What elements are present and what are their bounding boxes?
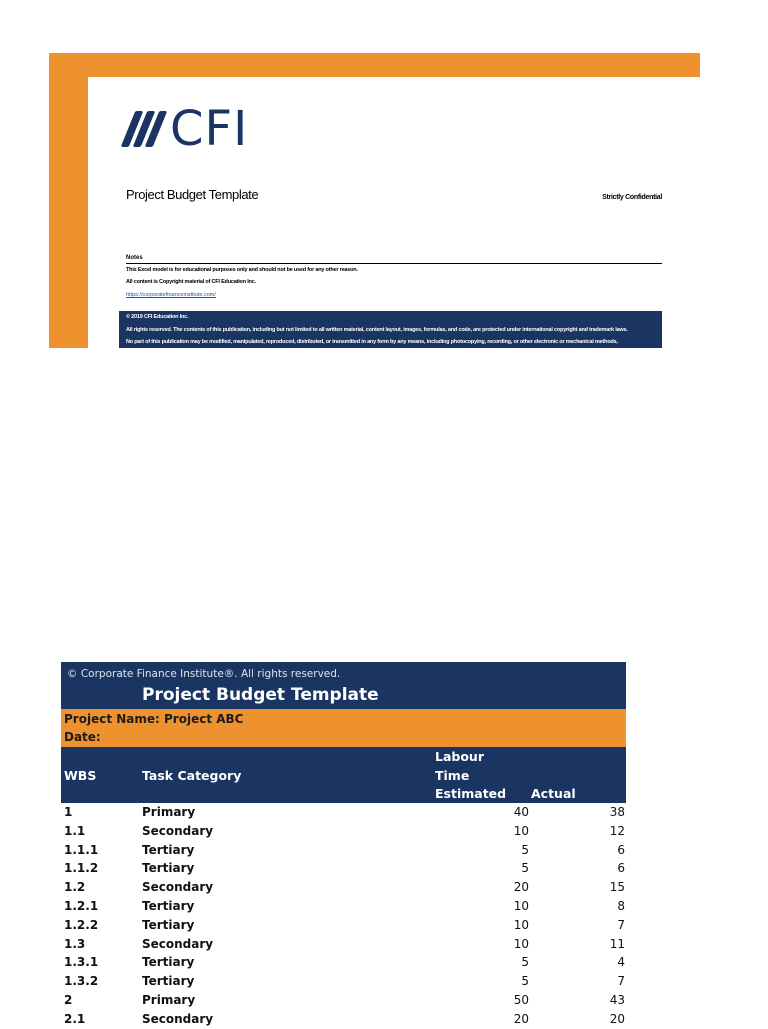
task-category-cell: Tertiary — [142, 861, 195, 876]
actual-time-cell: 20 — [609, 1011, 625, 1026]
wbs-cell: 2.1 — [64, 1011, 86, 1026]
note-line: All content is Copyright material of CFI Education Inc. — [126, 279, 256, 285]
estimated-time-cell: 40 — [513, 805, 529, 819]
table-row[interactable] — [61, 916, 626, 935]
estimated-time-cell: 5 — [521, 974, 529, 989]
wbs-cell: 1.2 — [64, 880, 86, 895]
estimated-time-cell: 20 — [513, 1011, 529, 1026]
column-headers — [61, 747, 626, 803]
task-category-cell: Tertiary — [142, 974, 195, 989]
sheet-title: Project Budget Template — [142, 685, 379, 705]
header-actual: Actual — [531, 786, 576, 801]
project-info — [61, 709, 626, 747]
note-line: This Excel model is for educational purposes only and should not be used for any other reason. — [126, 267, 358, 273]
table-row[interactable] — [61, 935, 626, 954]
table-row[interactable] — [61, 972, 626, 991]
cfi-website-link[interactable]: https://corporatefinanceinstitute.com/ — [126, 292, 216, 298]
actual-time-cell: 43 — [609, 992, 625, 1007]
estimated-time-cell: 10 — [513, 936, 529, 951]
cfi-logo — [128, 101, 249, 157]
estimated-time-cell: 10 — [513, 917, 529, 932]
cfi-logo-mark-icon — [128, 111, 160, 147]
wbs-cell: 1.3 — [64, 936, 86, 951]
actual-time-cell: 15 — [609, 880, 625, 895]
wbs-cell: 1.1 — [64, 823, 86, 838]
wbs-cell: 2 — [64, 992, 73, 1007]
project-name: Project Name: Project ABC — [64, 712, 244, 726]
table-row[interactable] — [61, 878, 626, 897]
actual-time-cell: 7 — [617, 917, 625, 932]
wbs-cell: 1.3.1 — [64, 955, 99, 970]
actual-time-cell: 4 — [617, 955, 625, 970]
task-category-cell: Tertiary — [142, 842, 195, 857]
task-category-cell: Primary — [142, 805, 196, 819]
confidential-label: Strictly Confidential — [602, 194, 662, 201]
header-task-category: Task Category — [142, 768, 242, 783]
actual-time-cell: 7 — [617, 974, 625, 989]
wbs-cell: 1.2.2 — [64, 917, 99, 932]
cfi-logo-text: CFI — [170, 101, 249, 157]
notes-divider — [126, 263, 662, 264]
copyright-notice — [119, 311, 662, 348]
wbs-cell: 1.1.1 — [64, 842, 99, 857]
task-category-cell: Secondary — [142, 1011, 214, 1026]
header-estimated: Estimated — [435, 786, 507, 801]
estimated-time-cell: 5 — [521, 955, 529, 970]
notes-label: Notes — [126, 255, 143, 261]
sheet-header — [61, 662, 626, 709]
budget-rows — [61, 803, 626, 1029]
actual-time-cell: 8 — [617, 898, 625, 913]
estimated-time-cell: 10 — [513, 898, 529, 913]
estimated-time-cell: 10 — [513, 823, 529, 838]
table-row[interactable] — [61, 897, 626, 916]
budget-sheet — [61, 662, 626, 1029]
table-row[interactable] — [61, 822, 626, 841]
estimated-time-cell: 20 — [513, 880, 529, 895]
task-category-cell: Secondary — [142, 823, 214, 838]
task-category-cell: Secondary — [142, 936, 214, 951]
header-wbs: WBS — [64, 768, 97, 783]
estimated-time-cell: 5 — [521, 861, 529, 876]
table-row[interactable] — [61, 991, 626, 1010]
task-category-cell: Primary — [142, 992, 196, 1007]
task-category-cell: Tertiary — [142, 955, 195, 970]
wbs-cell: 1.3.2 — [64, 974, 99, 989]
sheet-copyright: © Corporate Finance Institute®. All rights reserved. — [67, 668, 341, 680]
copyright-line: No part of this publication may be modified, manipulated, reproduced, distributed, or transmitted in any form by any means, including photocopying, recording, or other electronic or mechanical methods, — [126, 339, 618, 345]
header-labour: Labour — [435, 749, 484, 764]
header-time: Time — [435, 768, 470, 783]
copyright-line: All rights reserved. The contents of this publication, including but not limited to all written material, content layout, images, formulas, and code, are protected under international copyright and trademark laws. — [126, 327, 628, 333]
wbs-cell: 1 — [64, 805, 73, 819]
wbs-cell: 1.2.1 — [64, 898, 99, 913]
actual-time-cell: 11 — [609, 936, 625, 951]
cover-title: Project Budget Template — [126, 187, 259, 202]
table-row[interactable] — [61, 803, 626, 822]
copyright-line: © 2019 CFI Education Inc. — [126, 314, 189, 320]
task-category-cell: Secondary — [142, 880, 214, 895]
estimated-time-cell: 50 — [513, 992, 529, 1007]
actual-time-cell: 6 — [617, 842, 625, 857]
actual-time-cell: 6 — [617, 861, 625, 876]
wbs-cell: 1.1.2 — [64, 861, 99, 876]
task-category-cell: Tertiary — [142, 917, 195, 932]
task-category-cell: Tertiary — [142, 898, 195, 913]
estimated-time-cell: 5 — [521, 842, 529, 857]
table-row[interactable] — [61, 1010, 626, 1029]
table-row[interactable] — [61, 953, 626, 972]
actual-time-cell: 38 — [609, 805, 625, 819]
table-row[interactable] — [61, 859, 626, 878]
table-row[interactable] — [61, 841, 626, 860]
project-date-label: Date: — [64, 730, 101, 744]
actual-time-cell: 12 — [609, 823, 625, 838]
